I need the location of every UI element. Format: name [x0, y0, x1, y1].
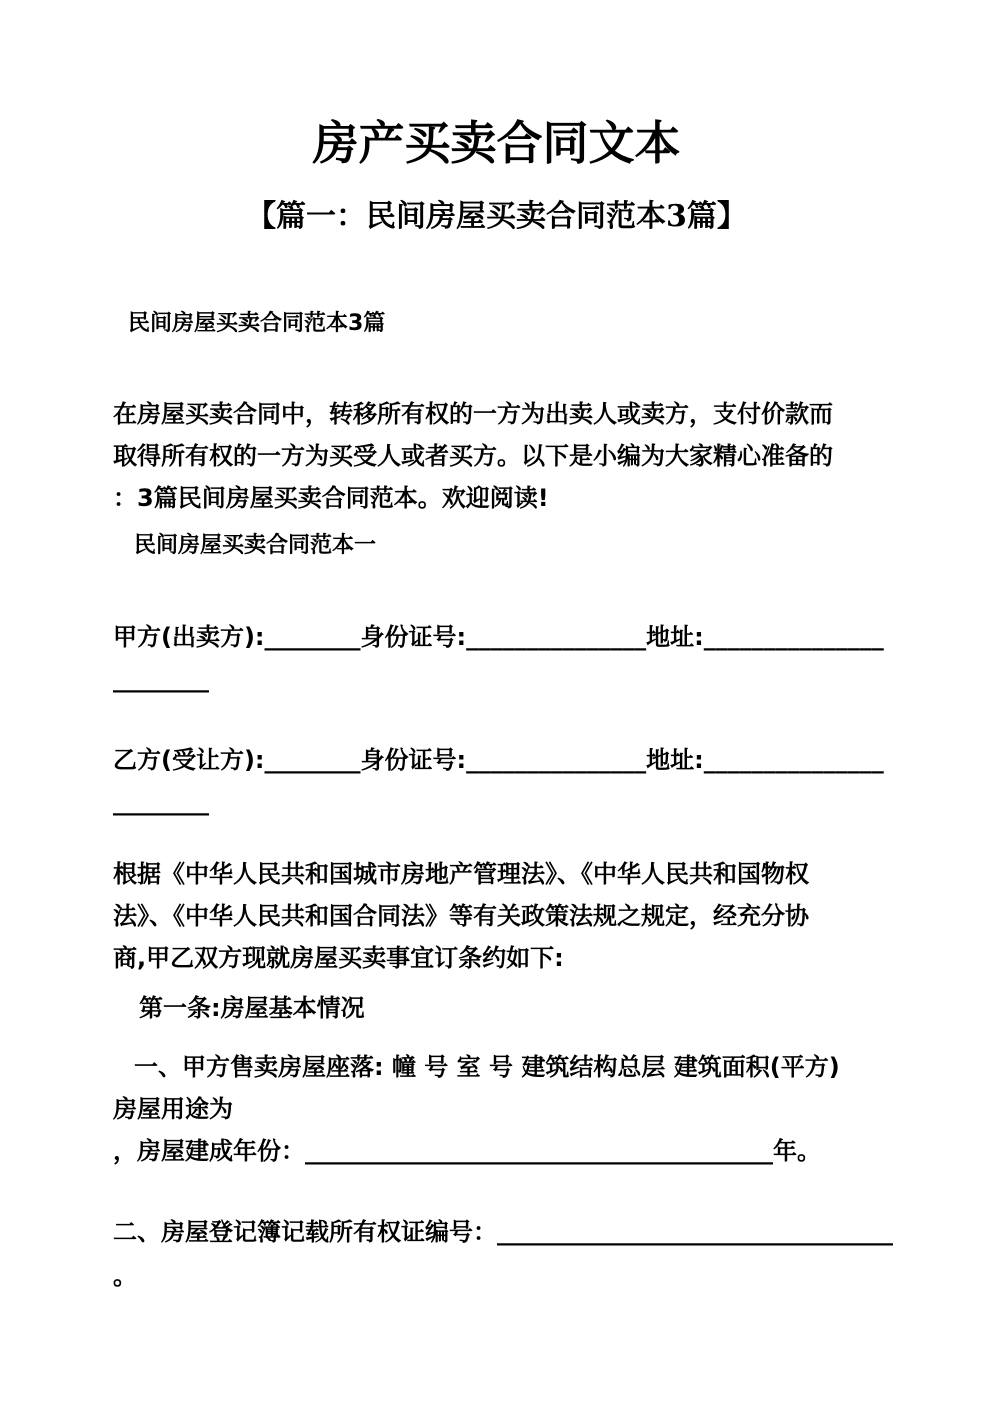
- document-title: 房产买卖合同文本: [312, 116, 681, 170]
- clause1-line3: [113, 1130, 821, 1172]
- party-a-address-blank: _______________: [703, 623, 884, 651]
- intro-line-3: ：3篇民间房屋买卖合同范本。欢迎阅读!: [113, 484, 549, 512]
- intro-paragraph: [113, 393, 833, 519]
- party-b-wrapped-blank: ________: [113, 788, 209, 816]
- article1-heading: 第一条:房屋基本情况: [139, 994, 365, 1022]
- clause2-label: 二、房屋登记簿记载所有权证编号：: [113, 1218, 497, 1246]
- document-subtitle: 【篇一：民间房屋买卖合同范本3篇】: [246, 199, 747, 234]
- party-b-block: [113, 739, 884, 823]
- party-a-id-blank: _______________: [466, 623, 647, 651]
- legal-line-3: 商,甲乙双方现就房屋买卖事宜订条约如下:: [113, 944, 564, 972]
- party-a-label: 甲方(出卖方):: [113, 623, 265, 651]
- clause2-cert-blank: _________________________________: [497, 1218, 893, 1246]
- party-b-label: 乙方(受让方):: [113, 746, 265, 774]
- intro-line-2: 取得所有权的一方为买受人或者买方。以下是小编为大家精心准备的: [113, 442, 833, 470]
- legal-basis-paragraph: [113, 853, 809, 979]
- clause2-line2: 。: [113, 1262, 137, 1290]
- clause1-line1: 一、甲方售卖房屋座落: 幢 号 室 号 建筑结构总层 建筑面积(平方): [134, 1053, 840, 1081]
- clause1-line2: 房屋用途为: [113, 1095, 233, 1123]
- party-a-address-label: 地址:: [646, 623, 704, 651]
- party-a-block: [113, 616, 884, 700]
- party-a-id-label: 身份证号:: [360, 623, 467, 651]
- party-a-line: [113, 616, 884, 658]
- section-heading-sample1: 民间房屋买卖合同范本一: [134, 533, 377, 558]
- clause1-year-suffix: 年。: [773, 1137, 821, 1165]
- party-b-id-blank: _______________: [466, 746, 647, 774]
- clause2-line1: [113, 1211, 893, 1253]
- clause1-year-blank: _______________________________________: [305, 1137, 773, 1165]
- legal-line-1: 根据《中华人民共和国城市房地产管理法》、《中华人民共和国物权: [113, 860, 809, 888]
- party-b-address-label: 地址:: [646, 746, 704, 774]
- party-a-name-blank: ________: [264, 623, 361, 651]
- party-b-address-blank: _______________: [703, 746, 884, 774]
- intro-line-1: 在房屋买卖合同中，转移所有权的一方为出卖人或卖方，支付价款而: [113, 400, 833, 428]
- clause1-year-label: ，房屋建成年份：: [113, 1137, 305, 1165]
- party-b-line: [113, 739, 884, 781]
- party-b-id-label: 身份证号:: [360, 746, 467, 774]
- section-heading-sample3: 民间房屋买卖合同范本3篇: [128, 311, 386, 336]
- party-b-wrapped-blank-line: [113, 781, 884, 823]
- party-a-wrapped-blank: ________: [113, 665, 209, 693]
- party-a-wrapped-blank-line: [113, 658, 884, 700]
- legal-line-2: 法》、《中华人民共和国合同法》等有关政策法规之规定，经充分协: [113, 902, 809, 930]
- party-b-name-blank: ________: [264, 746, 361, 774]
